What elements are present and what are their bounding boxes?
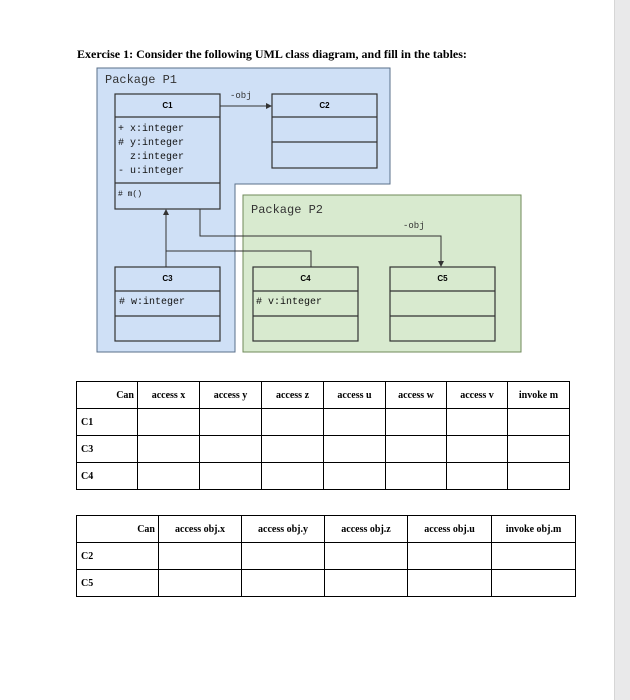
table-row [77,463,570,490]
answer-cell[interactable] [200,463,262,490]
answer-cell[interactable] [492,543,576,570]
answer-cell[interactable] [508,409,570,436]
class-c1-attr-x: + x:integer [118,124,185,135]
class-c2-name: C2 [319,101,330,110]
package-p1-label: Package P1 [105,73,178,87]
obj-role-label-c2: -obj [230,91,252,101]
answer-cell[interactable] [138,409,200,436]
table-row [77,543,576,570]
class-c1-attr-y: # y:integer [118,138,185,149]
table1-header-access-w: access w [386,382,447,409]
table1-header-access-v: access v [447,382,508,409]
obj-role-label-c5: -obj [403,221,425,231]
table2-header-access-obj-x: access obj.x [159,516,242,543]
answer-cell[interactable] [262,409,324,436]
table-row [77,409,570,436]
answer-cell[interactable] [138,436,200,463]
table1-header-access-z: access z [262,382,324,409]
package-p2-label: Package P2 [251,203,324,217]
table1-header-invoke-m: invoke m [508,382,570,409]
class-c4-attr-v: # v:integer [256,297,323,308]
access-table-1 [76,381,570,490]
answer-cell[interactable] [447,463,508,490]
answer-cell[interactable] [508,436,570,463]
class-c5-name: C5 [437,274,448,283]
table1-corner-label: Can [77,382,138,409]
table-row [77,570,576,597]
answer-cell[interactable] [200,436,262,463]
table2-header-invoke-obj-m: invoke obj.m [492,516,576,543]
answer-cell[interactable] [242,543,325,570]
answer-cell[interactable] [324,409,386,436]
answer-cell[interactable] [242,570,325,597]
class-c1-attr-z: z:integer [118,152,185,163]
table1-header-access-x: access x [138,382,200,409]
class-c1-method-m: # m() [118,190,143,199]
class-c4-name: C4 [300,274,311,283]
answer-cell[interactable] [386,436,447,463]
class-c1-name: C1 [162,101,173,110]
answer-cell[interactable] [138,463,200,490]
answer-cell[interactable] [325,570,408,597]
answer-cell[interactable] [492,570,576,597]
table2-header-access-obj-u: access obj.u [408,516,492,543]
answer-cell[interactable] [324,436,386,463]
exercise-title: Exercise 1: Consider the following UML class diagram, and fill in the tables: [77,47,467,61]
table1-header-access-y: access y [200,382,262,409]
class-c1-attr-u: - u:integer [118,166,185,177]
table2-row-label-c5: C5 [77,570,159,597]
class-c3-attr-w: # w:integer [119,297,186,308]
answer-cell[interactable] [508,463,570,490]
answer-cell[interactable] [159,570,242,597]
answer-cell[interactable] [386,409,447,436]
answer-cell[interactable] [386,463,447,490]
answer-cell[interactable] [408,570,492,597]
answer-cell[interactable] [324,463,386,490]
table1-row-label-c1: C1 [77,409,138,436]
class-c3-name: C3 [162,274,173,283]
table1-row-label-c3: C3 [77,436,138,463]
answer-cell[interactable] [447,436,508,463]
answer-cell[interactable] [408,543,492,570]
answer-cell[interactable] [262,463,324,490]
table2-header-access-obj-z: access obj.z [325,516,408,543]
answer-cell[interactable] [200,409,262,436]
answer-cell[interactable] [159,543,242,570]
table2-header-access-obj-y: access obj.y [242,516,325,543]
table2-corner-label: Can [77,516,159,543]
table1-row-label-c4: C4 [77,463,138,490]
answer-cell[interactable] [262,436,324,463]
answer-cell[interactable] [325,543,408,570]
table2-row-label-c2: C2 [77,543,159,570]
access-table-2 [76,515,576,597]
answer-cell[interactable] [447,409,508,436]
table-row [77,436,570,463]
table1-header-access-u: access u [324,382,386,409]
